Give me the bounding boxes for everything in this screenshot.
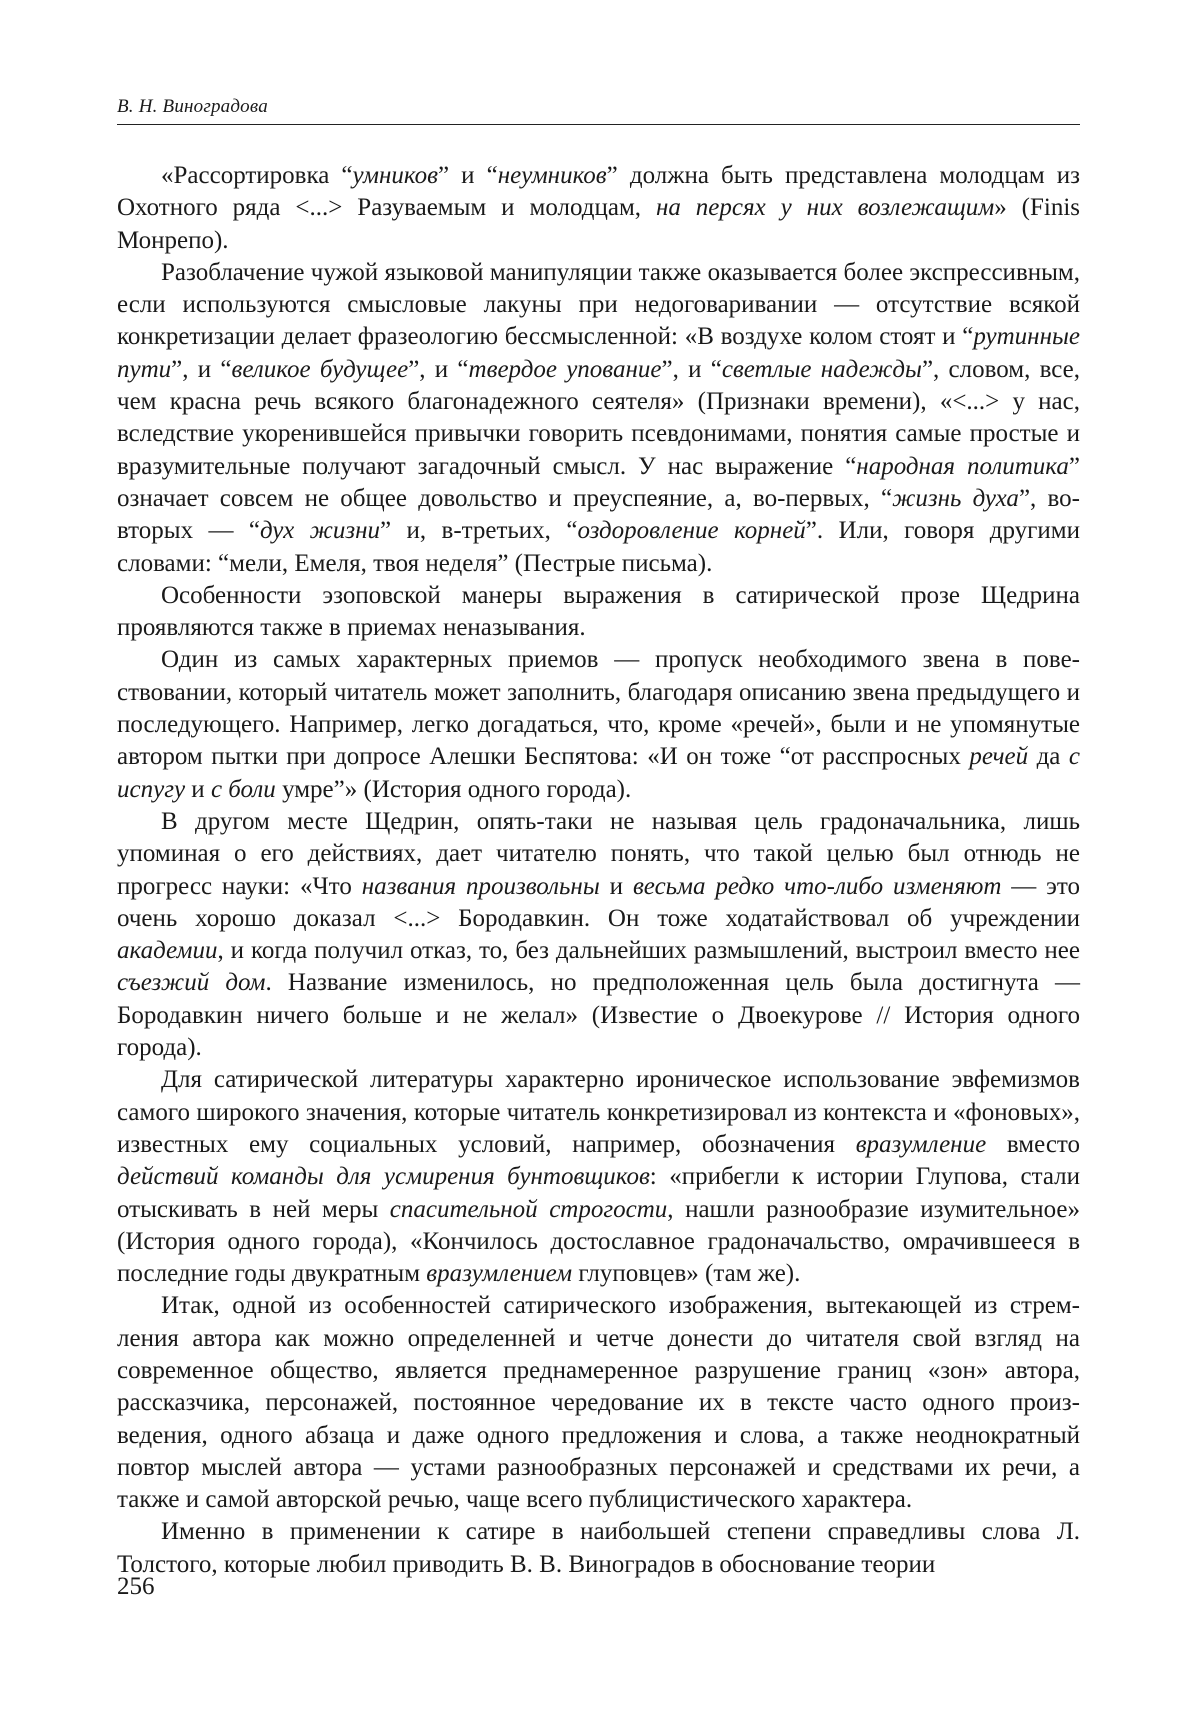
text-run: ” должна быть представлена молодцам из Охотного ряда <...> Разуваемым и молодцам, <box>117 162 1080 222</box>
italic-run: академии <box>117 937 218 965</box>
text-run: Один из самых характерных приемов — пропуск необходимого звена в повествовании, который читатель может заполнить, благодаря описанию звена предыдущего и последующего. Например, легко догадаться, что, кроме «речей», были и не упомянутые автором пытки при допросе Алешки Беспятова: «И он тоже “от расспросных <box>117 646 1080 771</box>
italic-run: действий команды для усмирения бунтовщиков <box>117 1163 650 1191</box>
text-run: и <box>599 872 633 900</box>
italic-run: с испугу <box>117 743 1080 803</box>
italic-run: умников <box>352 162 438 189</box>
italic-run: светлые надежды <box>721 355 922 383</box>
italic-run: твердое упование <box>468 355 662 383</box>
italic-run: речей <box>969 743 1029 771</box>
italic-run: великое будущее <box>231 355 409 383</box>
paragraph <box>117 160 1080 257</box>
body-text <box>117 160 1080 1581</box>
paragraph <box>117 806 1080 1064</box>
text-run: глуповцев» (там же). <box>572 1260 801 1288</box>
italic-run: неумников <box>497 162 607 189</box>
page-header <box>117 96 1080 125</box>
paragraph <box>117 1290 1080 1516</box>
text-run: да <box>1028 743 1069 771</box>
italic-run: названия произвольны <box>361 872 600 900</box>
text-run: ”, и “ <box>408 355 469 383</box>
text-run: — это очень хорошо доказал <...> Бородавкин. Он тоже ходатайствовал об учреждении <box>117 872 1081 932</box>
text-run: ” и “ <box>437 162 498 189</box>
text-run: ”. Или, говоря другими словами: “мели, Емеля, твоя неделя” (Пестрые письма). <box>117 517 1081 577</box>
text-run: : «прибегли к истории Глупова, стали отыскивать в ней меры <box>117 1163 1081 1223</box>
paragraph <box>117 644 1080 805</box>
italic-run: оздоровление корней <box>577 517 806 545</box>
text-run: ” и, в-третьих, “ <box>379 517 578 545</box>
text-run: » (Finis Монрепо). <box>117 194 1080 254</box>
italic-run: с боли <box>210 775 276 803</box>
page-number: 256 <box>117 1573 155 1600</box>
italic-run: рутинные пути <box>117 323 1080 383</box>
text-run: Именно в применении к сатире в наибольшей степени справедливы слова Л. Толстого, которые любил приводить В. В. Виноградов в обоснование теории <box>117 1518 1080 1578</box>
text-run: и <box>185 775 211 803</box>
text-run: . Название изменилось, но предположенная цель была достигнута — Бородавкин ничего больше и не желал» (Известие о Двоекурове // История одного города). <box>117 969 1080 1062</box>
text-run: ”, словом, все, чем красна речь всякого благонадежного сеятеля» (Признаки времени), «<...> у нас, вследствие укоренившейся привычки говорить псевдонимами, понятия самые простые и вразумительные получают загадочный смысл. У нас выражение “ <box>117 355 1081 480</box>
italic-run: жизнь духа <box>892 484 1019 512</box>
paragraph <box>117 1516 1080 1581</box>
running-head: В. Н. Виноградова <box>117 96 268 117</box>
text-run: ” означает совсем не общее довольство и преуспеяние, а, во-первых, “ <box>117 452 1080 512</box>
text-run: Для сатирической литературы характерно ироническое использование эвфемизмов самого широкого значения, которые читатель конкретизировал из контекста и «фоновых», известных ему социальных условий, например, обозначения <box>117 1066 1080 1158</box>
text-run: «Рассортировка “ <box>161 162 353 189</box>
text-run: ”, во-вторых — “ <box>117 484 1080 545</box>
paragraph <box>117 580 1080 645</box>
text-run: , и когда получил отказ, то, без дальнейших размышлений, выстроил вместо нее <box>217 937 1080 965</box>
text-run: Особенности эзоповской манеры выражения в сатирической прозе Щедрина проявляются также в приемах неназывания. <box>117 581 1080 642</box>
paragraph <box>117 1064 1080 1290</box>
italic-run: спасительной строгости <box>389 1195 668 1223</box>
text-run: умре”» (История одного города). <box>275 775 632 803</box>
italic-run: дух жизни <box>259 517 380 545</box>
italic-run: на персях у них возлежащим <box>655 194 995 222</box>
text-run: вместо <box>986 1130 1081 1158</box>
text-run: Итак, одной из особенностей сатирического изображения, вытекающей из стремления автора как можно определенней и четче донести до читателя свой взгляд на современное общество, является преднамеренное разрушение границ «зон» автора, рассказчика, персонажей, постоянное чередование их в тексте часто одного произведения, одного абзаца и даже одного предложения и слова, а также неоднократный повтор мыслей автора — устами разнообразных персонажей и средствами их речи, а также и самой авторской речью, чаще всего публицистического характера. <box>117 1292 1080 1514</box>
italic-run: съезжий дом <box>117 969 266 997</box>
text-run: Разоблачение чужой языковой манипуляции также оказывается более экспрессивным, если используются смысловые лакуны при недоговаривании — отсутствие всякой конкретизации делает фразеологию бессмысленной: «В воздухе колом стоят и “ <box>117 258 1080 351</box>
text-run: ”, и “ <box>171 355 232 383</box>
italic-run: весьма редко что-либо изменяют <box>632 872 1002 900</box>
italic-run: вразумлением <box>426 1260 573 1288</box>
text-run: В другом месте Щедрин, опять-таки не называя цель градоначальника, лишь упоминая о его действиях, дает читателю понять, что такой целью был отнюдь не прогресс науки: «Что <box>117 807 1080 900</box>
italic-run: вразумление <box>855 1130 987 1158</box>
paragraph <box>117 257 1080 580</box>
text-run: ”, и “ <box>661 355 722 383</box>
text-run: , нашли разнообразие изумительное» (История одного города), «Кончилось достославное градоначальство, омрачившееся в последние годы двукратным <box>117 1195 1081 1288</box>
italic-run: народная политика <box>856 452 1069 480</box>
